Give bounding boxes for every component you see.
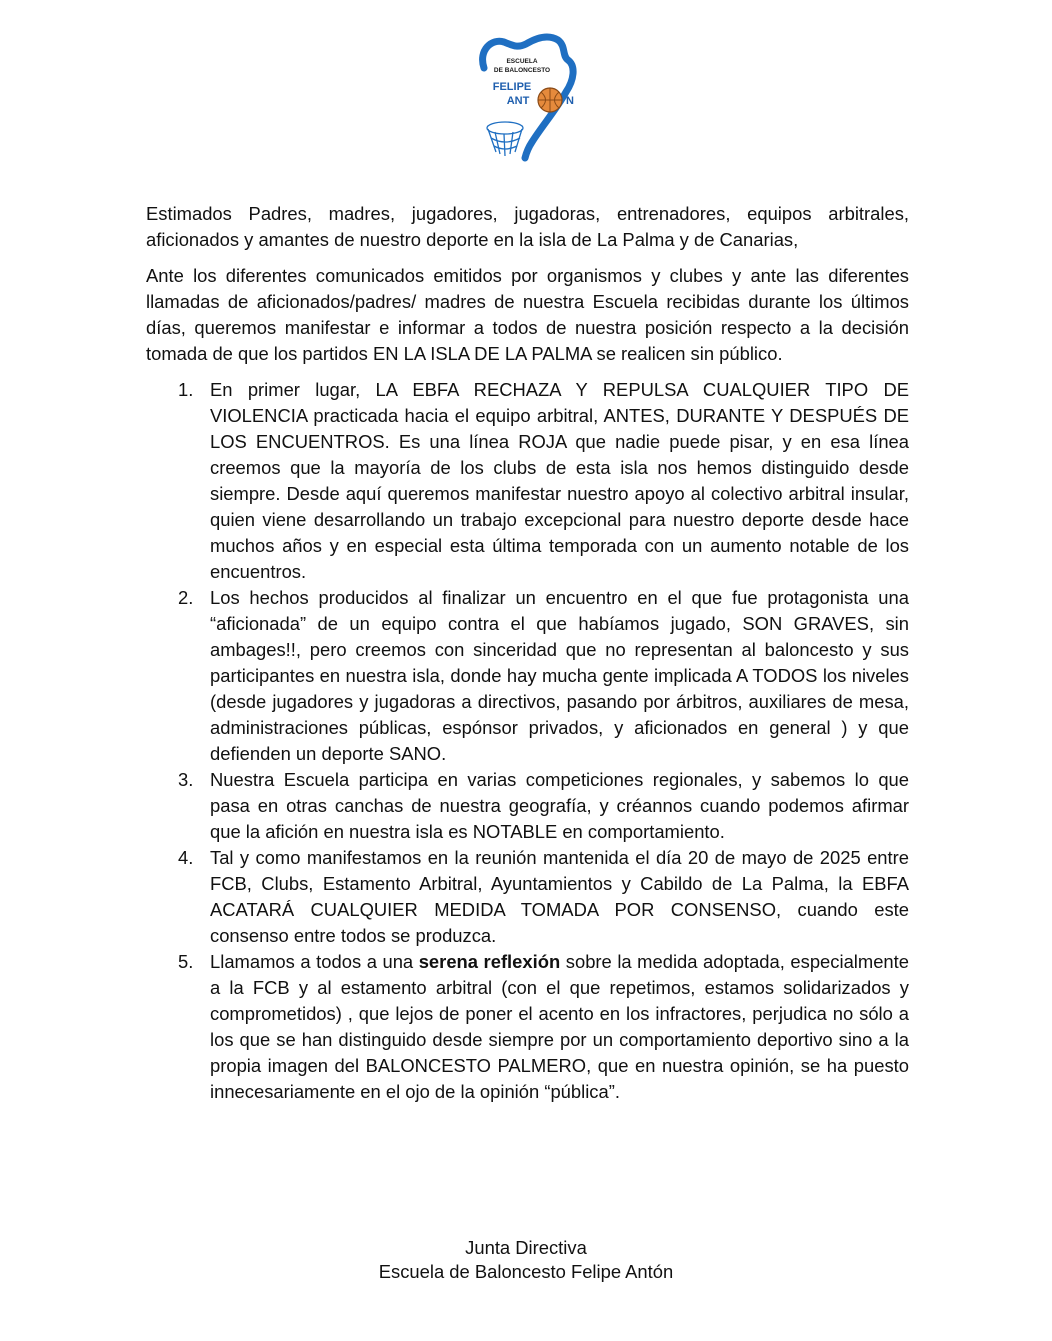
letter-body [146, 201, 909, 1105]
list-item-1 [146, 377, 909, 585]
list-item-text: Los hechos producidos al finalizar un encuentro en el que fue protagonista una “aficionada” de un equipo contra el que habíamos jugado, SON GRAVES, sin ambages!!, pero creemos con sinceridad que no representan al baloncesto y sus participantes en nuestra isla, donde hay mucha gente implicada A TODOS los niveles (desde jugadores y jugadoras a directivos, pasando por árbitros, auxiliares de mesa, administraciones públicas, espónsor privados, y aficionados en general ) y que defienden un deporte SANO. [210, 587, 909, 764]
logo-line-1: ESCUELA [506, 58, 538, 65]
intro-paragraph: Ante los diferentes comunicados emitidos por organismos y clubes y ante las diferentes llamadas de aficionados/padres/ madres de nuestra Escuela recibidas durante los últimos días, queremos manifestar e informar a todos de nuestra posición respecto a la decisión tomada de que los partidos EN LA ISLA DE LA PALMA se realicen sin público. [146, 265, 909, 364]
list-number: 2. [178, 587, 194, 608]
list-number: 1. [178, 379, 194, 400]
list-item-3 [146, 767, 909, 845]
list-number: 3. [178, 769, 194, 790]
points-list [146, 377, 909, 1105]
signature-block [0, 1236, 1052, 1284]
list-number: 5. [178, 951, 194, 972]
list-item-text-before: Llamamos a todos a una [210, 951, 419, 972]
list-item-text: Tal y como manifestamos en la reunión mantenida el día 20 de mayo de 2025 entre FCB, Clubs, Estamento Arbitral, Ayuntamientos y Cabildo de La Palma, la EBFA ACATARÁ CUALQUIER MEDIDA TOMADA POR CONSENSO, cuando este consenso entre todos se produzca. [210, 847, 909, 946]
greeting-paragraph: Estimados Padres, madres, jugadores, jugadoras, entrenadores, equipos arbitrales, aficionados y amantes de nuestro deporte en la isla de La Palma y de Canarias, [146, 203, 909, 250]
list-item-text: En primer lugar, LA EBFA RECHAZA Y REPULSA CUALQUIER TIPO DE VIOLENCIA practicada hacia el equipo arbitral, ANTES, DURANTE Y DESPUÉS DE LOS ENCUENTROS. Es una línea ROJA que nadie puede pisar, y en esa línea creemos que la mayoría de los clubs de esta isla nos hemos distinguido desde siempre. Desde aquí queremos manifestar nuestro apoyo al colectivo arbitral insular, quien viene desarrollando un trabajo excepcional para nuestro deporte desde hace muchos años y en especial esta última temporada con un aumento notable de los encuentros. [210, 379, 909, 582]
logo-line-2: DE BALONCESTO [493, 67, 551, 74]
basket-net-icon [487, 122, 523, 156]
basketball-logo-icon [470, 30, 590, 164]
logo-line-3: FELIPE [492, 81, 532, 93]
logo-line-4-end: N [566, 95, 574, 107]
list-item-text: Nuestra Escuela participa en varias competiciones regionales, y sabemos lo que pasa en otras canchas de nuestra geografía, y créannos cuando podemos afirmar que la afición en nuestra isla es NOTABLE en comportamiento. [210, 769, 909, 842]
list-item-text-after: sobre la medida adoptada, especialmente a la FCB y al estamento arbitral (con el que repetimos, estamos solidarizados y comprometidos) , que lejos de poner el acento en los infractores, perjudica no sólo a los que se han distinguido desde siempre por un comportamiento deportivo sino a la propia imagen del BALONCESTO PALMERO, que en nuestra opinión, se ha puesto innecesariamente en el ojo de la opinión “pública”. [210, 951, 909, 1102]
list-item-2 [146, 585, 909, 767]
list-number: 4. [178, 847, 194, 868]
list-item-5 [146, 949, 909, 1105]
logo-line-4: ANT [506, 95, 530, 107]
bold-phrase: serena reflexión [418, 951, 561, 972]
school-logo [470, 30, 590, 164]
signature-line-1: Junta Directiva [465, 1237, 587, 1258]
signature-line-2: Escuela de Baloncesto Felipe Antón [378, 1261, 674, 1282]
list-item-4 [146, 845, 909, 949]
